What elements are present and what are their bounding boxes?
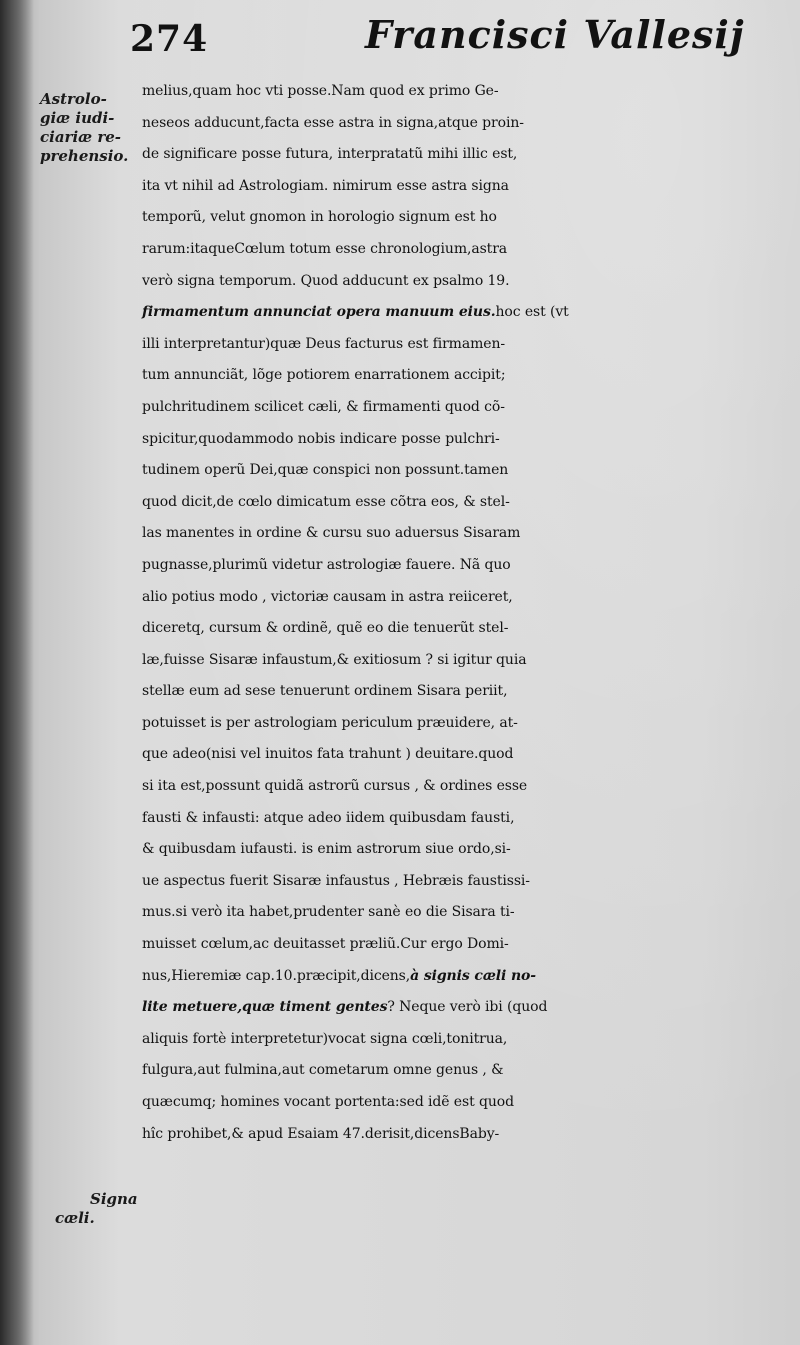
text-line: fulgura,aut fulmina,aut cometarum omne genus , & xyxy=(142,1062,504,1079)
text-line: de significare posse futura, interpratatũ mihi illic est, xyxy=(142,146,518,163)
margin-note-line: Astrolo- xyxy=(40,90,107,108)
text-line: nus,Hieremiæ cap.10.præcipit,dicens,à signis cæli no- xyxy=(142,967,537,984)
text-line: melius,quam hoc vti posse.Nam quod ex primo Ge- xyxy=(142,83,499,99)
running-head: Francisci Vallesij xyxy=(365,12,745,57)
margin-note-astrologia xyxy=(40,90,140,166)
text-line: illi interpretantur)quæ Deus facturus est firmamen- xyxy=(142,335,506,352)
text-line: firmamentum annunciat opera manuum eius.hoc est (vt xyxy=(142,304,569,321)
text-line: ue aspectus fuerit Sisaræ infaustus , Hebræis faustissi- xyxy=(142,872,530,889)
text-line: quæcumq; homines vocant portenta:sed idẽ est quod xyxy=(142,1094,514,1110)
text-line: pulchritudinem scilicet cæli, & firmamenti quod cõ- xyxy=(142,398,505,415)
italic-quote: à signis cæli no- xyxy=(410,967,537,984)
text-line: & quibusdam iufausti. is enim astrorum siue ordo,si- xyxy=(142,841,511,858)
margin-note-line: ciariæ re- xyxy=(40,128,122,146)
text-line: quod dicit,de cœlo dimicatum esse cõtra eos, & stel- xyxy=(142,493,510,510)
text-line: spicitur,quodammodo nobis indicare posse pulchri- xyxy=(142,430,500,447)
body-text xyxy=(142,76,792,1150)
text-line: que adeo(nisi vel inuitos fata trahunt ) deuitare.quod xyxy=(142,746,514,763)
text-line: aliquis fortè interpretetur)vocat signa cœli,tonitrua, xyxy=(142,1030,508,1047)
page-number: 274 xyxy=(130,18,209,60)
text-line: ita vt nihil ad Astrologiam. nimirum esse astra signa xyxy=(142,177,509,194)
margin-note-signa-caeli xyxy=(55,1190,155,1228)
text-line: fausti & infausti: atque adeo iidem quibusdam fausti, xyxy=(142,809,515,826)
text-line: muisset cœlum,ac deuitasset præliũ.Cur ergo Domi- xyxy=(142,936,509,953)
text-line: mus.si verò ita habet,prudenter sanè eo die Sisara ti- xyxy=(142,904,515,921)
text-line: diceretq, cursum & ordinẽ, quẽ eo die tenuerũt stel- xyxy=(142,620,509,637)
text-line: stellæ eum ad sese tenuerunt ordinem Sisara periit, xyxy=(142,683,508,700)
text-line: rarum:itaqueCœlum totum esse chronologium,astra xyxy=(142,240,508,257)
text-line: verò signa temporum. Quod adducunt ex psalmo 19. xyxy=(142,272,510,289)
text-line: læ,fuisse Sisaræ infaustum,& exitiosum ? si igitur quia xyxy=(142,651,527,668)
text-line: tum annunciãt, lõge potiorem enarrationem accipit; xyxy=(142,367,506,384)
text-line: pugnasse,plurimũ videtur astrologiæ fauere. Nã quo xyxy=(142,556,511,573)
margin-note-line: cæli. xyxy=(55,1209,95,1227)
text-line: las manentes in ordine & cursu suo aduersus Sisaram xyxy=(142,525,521,542)
page-gutter-shadow xyxy=(0,0,34,1345)
text-line: hîc prohibet,& apud Esaiam 47.derisit,dicensBaby- xyxy=(142,1125,500,1142)
margin-note-line: giæ iudi- xyxy=(40,109,115,127)
text-line: temporũ, velut gnomon in horologio signum est ho xyxy=(142,209,497,226)
text-line: tudinem operũ Dei,quæ conspici non possunt.tamen xyxy=(142,462,509,479)
text-line: alio potius modo , victoriæ causam in astra reiiceret, xyxy=(142,588,513,605)
text-line: neseos adducunt,facta esse astra in signa,atque proin- xyxy=(142,114,524,131)
text-line: potuisset is per astrologiam periculum præuidere, at- xyxy=(142,714,518,731)
italic-quote: lite metuere,quæ timent gentes xyxy=(142,999,388,1016)
text-line: si ita est,possunt quidã astrorũ cursus , & ordines esse xyxy=(142,778,528,795)
text-line: lite metuere,quæ timent gentes? Neque verò ibi (quod xyxy=(142,999,548,1016)
margin-note-line: Signa xyxy=(90,1190,138,1208)
italic-quote: firmamentum annunciat opera manuum eius. xyxy=(142,304,496,321)
margin-note-line: prehensio. xyxy=(40,147,129,165)
